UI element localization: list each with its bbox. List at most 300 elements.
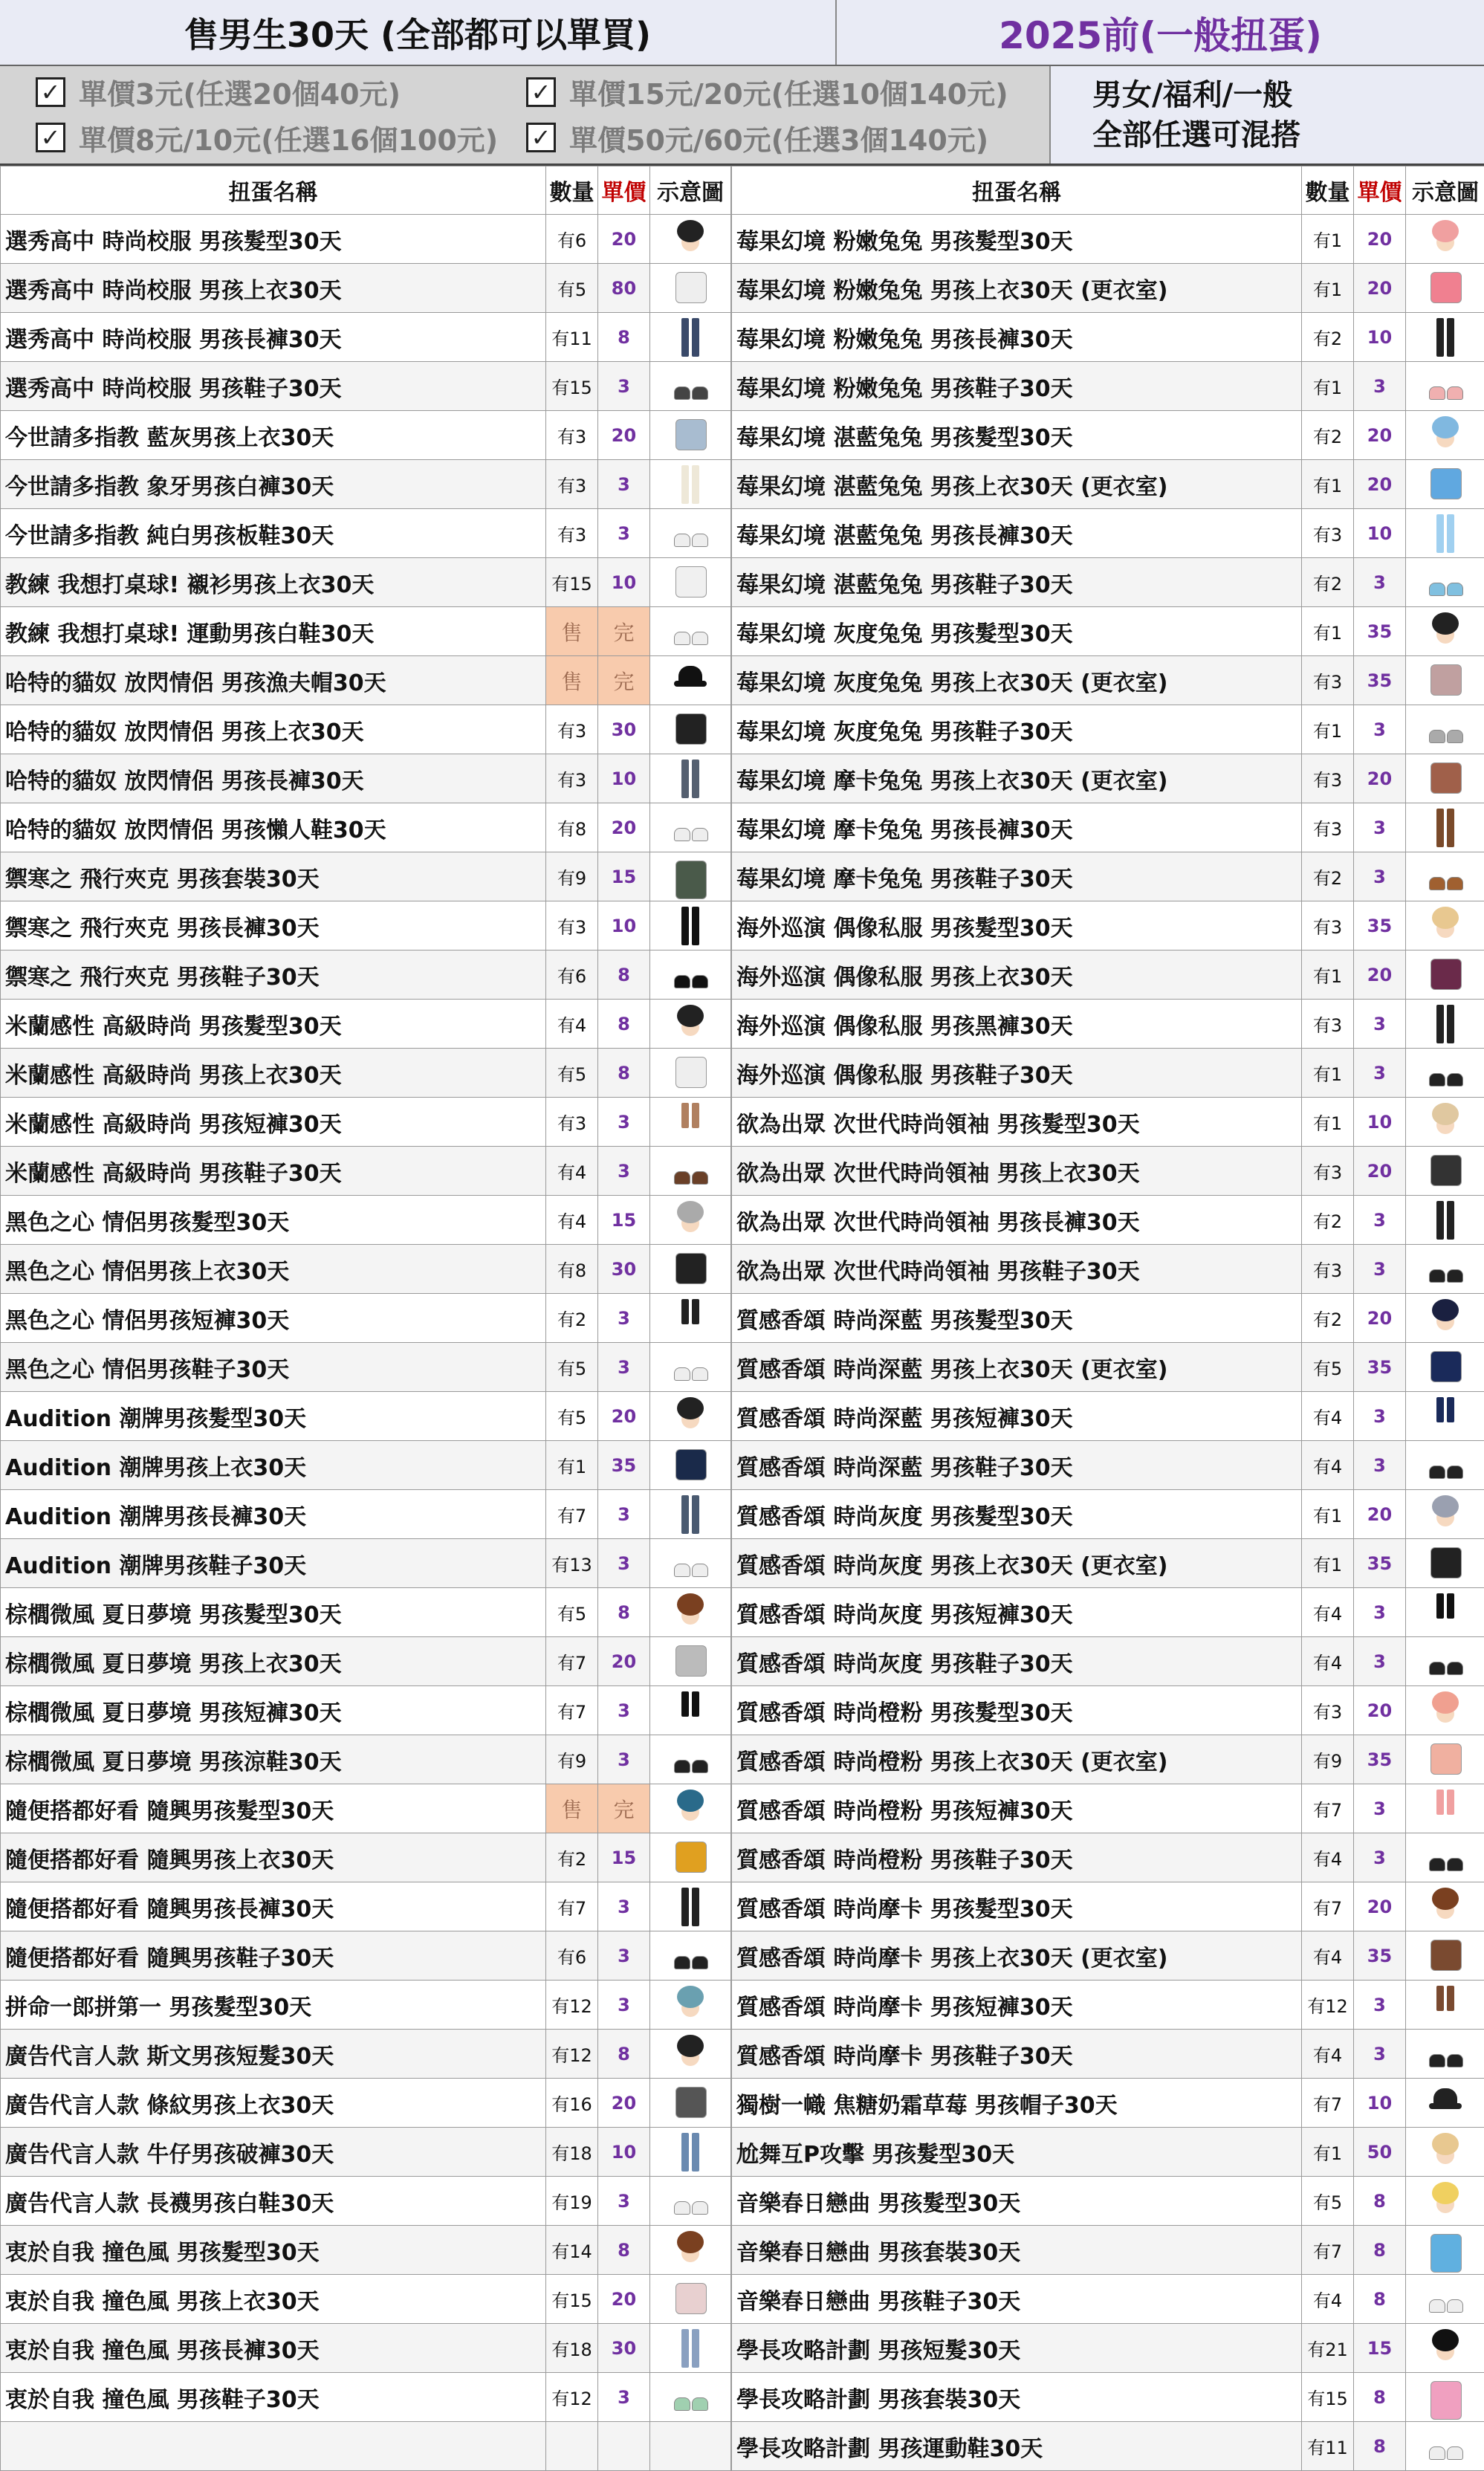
- shirt-icon: [670, 1836, 711, 1880]
- item-name: 禦寒之 飛行夾克 男孩套裝30天: [1, 852, 546, 901]
- sheet-title: 售男生30天 (全部都可以單買): [0, 0, 837, 65]
- item-price: 35: [1354, 1343, 1406, 1392]
- item-preview: [1406, 950, 1484, 1000]
- item-price: 3: [1354, 1784, 1406, 1833]
- empty-row: [1, 2422, 731, 2471]
- shoes-icon: [1425, 707, 1466, 752]
- item-price: 8: [598, 313, 650, 362]
- table-row: [1, 411, 731, 460]
- table-row: [1, 2324, 731, 2373]
- item-quantity: 有4: [1302, 2275, 1354, 2324]
- sold-out-label: 完: [598, 656, 650, 705]
- shoes-icon: [670, 609, 711, 654]
- item-preview: [1406, 1245, 1484, 1294]
- item-quantity: 有4: [546, 1196, 598, 1245]
- item-quantity: 有4: [1302, 2030, 1354, 2079]
- mix-note-line2: 全部任選可混搭: [1092, 115, 1484, 155]
- item-name: 衷於自我 撞色風 男孩鞋子30天: [1, 2373, 546, 2422]
- shoes-icon: [1425, 1639, 1466, 1684]
- empty-cell: [546, 2422, 598, 2471]
- item-price: 3: [598, 1882, 650, 1931]
- item-name: 質感香頌 時尚深藍 男孩短褲30天: [732, 1392, 1302, 1441]
- item-price: 3: [1354, 705, 1406, 754]
- table-row: [1, 2128, 731, 2177]
- table-row: [732, 2079, 1484, 2128]
- table-row: [1, 1245, 731, 1294]
- item-preview: [650, 362, 731, 411]
- shoes-icon: [1425, 1051, 1466, 1095]
- item-price: 35: [598, 1441, 650, 1490]
- item-preview: [1406, 2128, 1484, 2177]
- item-name: Audition 潮牌男孩上衣30天: [1, 1441, 546, 1490]
- item-preview: [1406, 362, 1484, 411]
- item-price: 35: [1354, 1931, 1406, 1981]
- sold-out-label: 完: [598, 1784, 650, 1833]
- item-name: 黑色之心 情侶男孩短褲30天: [1, 1294, 546, 1343]
- item-preview: [1406, 1882, 1484, 1931]
- col-price-header: 單價: [598, 166, 650, 215]
- item-price: 15: [598, 852, 650, 901]
- item-price: 35: [1354, 1735, 1406, 1784]
- item-quantity: 有1: [546, 1441, 598, 1490]
- table-row: [1, 1343, 731, 1392]
- shoes-icon: [670, 364, 711, 409]
- item-preview: [650, 1392, 731, 1441]
- item-price: 3: [1354, 362, 1406, 411]
- item-quantity: 有7: [1302, 2226, 1354, 2275]
- item-price: 30: [598, 1245, 650, 1294]
- item-preview: [1406, 509, 1484, 558]
- item-quantity: 有11: [1302, 2422, 1354, 2471]
- table-row: [732, 656, 1484, 705]
- item-preview: [1406, 1931, 1484, 1981]
- table-row: [1, 1147, 731, 1196]
- item-preview: [650, 1588, 731, 1637]
- item-quantity: 有5: [546, 1588, 598, 1637]
- item-price: 8: [598, 950, 650, 1000]
- shorts-icon: [670, 1100, 711, 1144]
- item-name: 學長攻略計劃 男孩短髮30天: [732, 2324, 1302, 2373]
- item-quantity: 有7: [546, 1637, 598, 1686]
- table-row: [732, 1245, 1484, 1294]
- shirt-icon: [1425, 1541, 1466, 1586]
- table-row: [732, 1735, 1484, 1784]
- table-row: [1, 852, 731, 901]
- item-price: 20: [598, 2275, 650, 2324]
- item-name: 質感香頌 時尚深藍 男孩上衣30天 (更衣室): [732, 1343, 1302, 1392]
- shoes-icon: [1425, 560, 1466, 605]
- table-row: [1, 1981, 731, 2030]
- item-quantity: 有21: [1302, 2324, 1354, 2373]
- item-preview: [650, 2079, 731, 2128]
- item-preview: [1406, 2275, 1484, 2324]
- item-preview: [1406, 558, 1484, 607]
- item-preview: [650, 1735, 731, 1784]
- item-preview: [1406, 1588, 1484, 1637]
- item-price: 3: [1354, 1833, 1406, 1882]
- item-quantity: 有7: [546, 1490, 598, 1539]
- shirt-icon: [670, 2081, 711, 2125]
- table-row: [732, 1882, 1484, 1931]
- item-name: 質感香頌 時尚灰度 男孩鞋子30天: [732, 1637, 1302, 1686]
- table-row: [1, 656, 731, 705]
- item-price: 3: [598, 2177, 650, 2226]
- table-row: [1, 1490, 731, 1539]
- item-preview: [650, 1343, 731, 1392]
- item-price: 30: [598, 705, 650, 754]
- item-preview: [1406, 1392, 1484, 1441]
- checkbox-icon: ✓: [36, 77, 65, 107]
- item-preview: [650, 1441, 731, 1490]
- table-row: [1, 1637, 731, 1686]
- table-row: [1, 2226, 731, 2275]
- table-row: [732, 1098, 1484, 1147]
- item-price: 8: [1354, 2226, 1406, 2275]
- item-preview: [650, 1882, 731, 1931]
- item-name: 選秀高中 時尚校服 男孩長褲30天: [1, 313, 546, 362]
- left-table: [0, 166, 731, 2471]
- item-quantity: 有9: [546, 852, 598, 901]
- item-price: 3: [1354, 1196, 1406, 1245]
- item-preview: [650, 656, 731, 705]
- table-row: [732, 1539, 1484, 1588]
- item-preview: [650, 313, 731, 362]
- table-row: [1, 1784, 731, 1833]
- outfit-icon: [1425, 2228, 1466, 2273]
- item-quantity: 有5: [1302, 1343, 1354, 1392]
- tables: [0, 166, 1484, 2471]
- item-price: 20: [1354, 264, 1406, 313]
- shirt-icon: [670, 1051, 711, 1095]
- shirt-icon: [670, 1443, 711, 1488]
- price-rule-text: 單價50元/60元(任選3個140元): [569, 117, 988, 158]
- pants-icon: [1425, 315, 1466, 360]
- table-row: [732, 1049, 1484, 1098]
- shoes-icon: [670, 1149, 711, 1194]
- item-name: 隨便搭都好看 隨興男孩上衣30天: [1, 1833, 546, 1882]
- item-quantity: 有11: [546, 313, 598, 362]
- item-quantity: 有8: [546, 1245, 598, 1294]
- hair-icon: [1425, 2179, 1466, 2224]
- hair-icon: [670, 2032, 711, 2076]
- table-row: [732, 2422, 1484, 2471]
- item-quantity: 有7: [1302, 2079, 1354, 2128]
- col-pic-header: 示意圖: [1406, 166, 1484, 215]
- price-rules: [0, 66, 1484, 166]
- item-price: 10: [598, 558, 650, 607]
- item-preview: [650, 1294, 731, 1343]
- table-row: [732, 1196, 1484, 1245]
- item-name: Audition 潮牌男孩鞋子30天: [1, 1539, 546, 1588]
- pants-icon: [1425, 1002, 1466, 1046]
- item-quantity: 有15: [546, 558, 598, 607]
- item-name: 莓果幻境 粉嫩兔兔 男孩上衣30天 (更衣室): [732, 264, 1302, 313]
- item-name: 黑色之心 情侶男孩髮型30天: [1, 1196, 546, 1245]
- item-quantity: 有2: [1302, 1294, 1354, 1343]
- item-price: 3: [1354, 803, 1406, 852]
- item-quantity: 有1: [1302, 362, 1354, 411]
- item-quantity: 有2: [546, 1294, 598, 1343]
- header-bar: [0, 0, 1484, 66]
- item-preview: [650, 558, 731, 607]
- pants-icon: [670, 1885, 711, 1929]
- shoes-icon: [1425, 364, 1466, 409]
- item-quantity: 有5: [546, 1392, 598, 1441]
- item-name: 質感香頌 時尚橙粉 男孩髮型30天: [732, 1686, 1302, 1735]
- item-preview: [650, 950, 731, 1000]
- item-quantity: 有18: [546, 2324, 598, 2373]
- table-row: [732, 411, 1484, 460]
- item-name: 廣告代言人款 長襪男孩白鞋30天: [1, 2177, 546, 2226]
- item-quantity: 有3: [546, 509, 598, 558]
- checkbox-icon: ✓: [526, 77, 556, 107]
- item-price: 8: [598, 1049, 650, 1098]
- table-row: [732, 950, 1484, 1000]
- shoes-icon: [1425, 1247, 1466, 1292]
- hair-icon: [1425, 2326, 1466, 2371]
- shirt-icon: [1425, 757, 1466, 801]
- sold-out-label: 售: [546, 607, 598, 656]
- shirt-icon: [1425, 1738, 1466, 1782]
- item-price: 3: [1354, 2030, 1406, 2079]
- item-name: 黑色之心 情侶男孩上衣30天: [1, 1245, 546, 1294]
- item-quantity: 有13: [546, 1539, 598, 1588]
- item-price: 3: [598, 1981, 650, 2030]
- item-preview: [650, 2226, 731, 2275]
- item-name: 質感香頌 時尚深藍 男孩髮型30天: [732, 1294, 1302, 1343]
- item-quantity: 有5: [1302, 2177, 1354, 2226]
- item-preview: [650, 803, 731, 852]
- period-title: 2025前(一般扭蛋): [837, 0, 1484, 65]
- item-price: 35: [1354, 607, 1406, 656]
- table-row: [732, 1294, 1484, 1343]
- item-preview: [1406, 215, 1484, 264]
- item-quantity: 有9: [546, 1735, 598, 1784]
- table-row: [732, 1588, 1484, 1637]
- table-row: [732, 1784, 1484, 1833]
- item-quantity: 有2: [546, 1833, 598, 1882]
- shoes-icon: [1425, 2424, 1466, 2469]
- table-row: [1, 1294, 731, 1343]
- item-name: 米蘭感性 高級時尚 男孩髮型30天: [1, 1000, 546, 1049]
- col-pic-header: 示意圖: [650, 166, 731, 215]
- shorts-icon: [1425, 1983, 1466, 2027]
- item-name: 拼命一郎拼第一 男孩髮型30天: [1, 1981, 546, 2030]
- table-row: [1, 1931, 731, 1981]
- item-price: 10: [1354, 509, 1406, 558]
- item-quantity: 有3: [546, 411, 598, 460]
- table-row: [732, 362, 1484, 411]
- item-name: 哈特的貓奴 放閃情侶 男孩上衣30天: [1, 705, 546, 754]
- table-row: [732, 2177, 1484, 2226]
- col-name-header: 扭蛋名稱: [1, 166, 546, 215]
- item-name: 莓果幻境 粉嫩兔兔 男孩髮型30天: [732, 215, 1302, 264]
- item-name: 欲為出眾 次世代時尚領袖 男孩上衣30天: [732, 1147, 1302, 1196]
- shirt-icon: [670, 2277, 711, 2322]
- empty-cell: [1, 2422, 546, 2471]
- shoes-icon: [670, 1345, 711, 1390]
- table-row: [732, 607, 1484, 656]
- item-quantity: 有3: [546, 754, 598, 803]
- item-price: 3: [598, 509, 650, 558]
- item-quantity: 有7: [546, 1882, 598, 1931]
- table-row: [732, 2030, 1484, 2079]
- item-price: 80: [598, 264, 650, 313]
- item-preview: [650, 264, 731, 313]
- checkbox-icon: ✓: [36, 123, 65, 152]
- hair-icon: [1425, 217, 1466, 262]
- shirt-icon: [670, 266, 711, 311]
- col-name-header: 扭蛋名稱: [732, 166, 1302, 215]
- hair-icon: [670, 1394, 711, 1439]
- hair-icon: [670, 2228, 711, 2273]
- hair-icon: [1425, 1296, 1466, 1341]
- item-name: 衷於自我 撞色風 男孩髮型30天: [1, 2226, 546, 2275]
- shorts-icon: [670, 1688, 711, 1733]
- item-price: 15: [598, 1833, 650, 1882]
- item-price: 3: [598, 1294, 650, 1343]
- mix-note-line1: 男女/福利/一般: [1092, 75, 1484, 115]
- item-quantity: 有1: [1302, 264, 1354, 313]
- item-quantity: 有7: [1302, 1784, 1354, 1833]
- item-price: 20: [1354, 1294, 1406, 1343]
- item-name: 質感香頌 時尚摩卡 男孩上衣30天 (更衣室): [732, 1931, 1302, 1981]
- item-quantity: 有6: [546, 950, 598, 1000]
- item-quantity: 有4: [1302, 1392, 1354, 1441]
- item-name: 音樂春日戀曲 男孩鞋子30天: [732, 2275, 1302, 2324]
- table-row: [1, 264, 731, 313]
- item-name: 欲為出眾 次世代時尚領袖 男孩鞋子30天: [732, 1245, 1302, 1294]
- table-row: [732, 754, 1484, 803]
- shoes-icon: [670, 953, 711, 997]
- table-row: [1, 901, 731, 950]
- item-preview: [650, 215, 731, 264]
- pants-icon: [670, 2130, 711, 2174]
- table-row: [1, 1833, 731, 1882]
- table-row: [732, 1637, 1484, 1686]
- item-name: 米蘭感性 高級時尚 男孩鞋子30天: [1, 1147, 546, 1196]
- item-preview: [1406, 1686, 1484, 1735]
- pants-icon: [1425, 806, 1466, 850]
- item-preview: [650, 1049, 731, 1098]
- item-quantity: 有3: [1302, 803, 1354, 852]
- right-table: [731, 166, 1484, 2471]
- item-price: 15: [1354, 2324, 1406, 2373]
- price-rule: [526, 115, 1076, 161]
- item-quantity: 有12: [546, 2373, 598, 2422]
- item-quantity: 有4: [1302, 1637, 1354, 1686]
- item-quantity: 有1: [1302, 705, 1354, 754]
- shirt-icon: [1425, 1345, 1466, 1390]
- table-row: [1, 1441, 731, 1490]
- item-name: 今世請多指教 藍灰男孩上衣30天: [1, 411, 546, 460]
- item-preview: [1406, 2079, 1484, 2128]
- item-quantity: 有19: [546, 2177, 598, 2226]
- table-row: [1, 950, 731, 1000]
- item-name: 莓果幻境 摩卡兔兔 男孩上衣30天 (更衣室): [732, 754, 1302, 803]
- shorts-icon: [670, 1296, 711, 1341]
- item-price: 35: [1354, 656, 1406, 705]
- item-name: 質感香頌 時尚灰度 男孩髮型30天: [732, 1490, 1302, 1539]
- item-preview: [650, 1981, 731, 2030]
- item-quantity: 有3: [1302, 901, 1354, 950]
- item-preview: [650, 1539, 731, 1588]
- table-row: [1, 362, 731, 411]
- item-name: 莓果幻境 湛藍兔兔 男孩上衣30天 (更衣室): [732, 460, 1302, 509]
- item-name: Audition 潮牌男孩髮型30天: [1, 1392, 546, 1441]
- item-quantity: 有1: [1302, 607, 1354, 656]
- item-preview: [1406, 1784, 1484, 1833]
- item-preview: [650, 460, 731, 509]
- empty-cell: [650, 2422, 731, 2471]
- item-price: 3: [598, 1931, 650, 1981]
- item-price: 3: [1354, 852, 1406, 901]
- item-preview: [1406, 2177, 1484, 2226]
- item-preview: [1406, 656, 1484, 705]
- item-price: 20: [1354, 1882, 1406, 1931]
- item-quantity: 有1: [1302, 1539, 1354, 1588]
- table-row: [1, 1539, 731, 1588]
- item-preview: [650, 1931, 731, 1981]
- item-name: 禦寒之 飛行夾克 男孩長褲30天: [1, 901, 546, 950]
- item-name: 棕櫚微風 夏日夢境 男孩上衣30天: [1, 1637, 546, 1686]
- item-name: 質感香頌 時尚摩卡 男孩髮型30天: [732, 1882, 1302, 1931]
- item-name: 莓果幻境 粉嫩兔兔 男孩鞋子30天: [732, 362, 1302, 411]
- item-price: 3: [1354, 1049, 1406, 1098]
- item-quantity: 有5: [546, 1049, 598, 1098]
- item-quantity: 有3: [1302, 1000, 1354, 1049]
- mix-note: [1051, 66, 1484, 163]
- item-price: 10: [598, 754, 650, 803]
- shirt-icon: [670, 707, 711, 752]
- item-preview: [1406, 852, 1484, 901]
- item-preview: [650, 607, 731, 656]
- item-preview: [1406, 803, 1484, 852]
- table-row: [732, 901, 1484, 950]
- item-name: 莓果幻境 摩卡兔兔 男孩長褲30天: [732, 803, 1302, 852]
- table-row: [1, 607, 731, 656]
- item-preview: [1406, 1049, 1484, 1098]
- table-row: [732, 1686, 1484, 1735]
- item-price: 3: [1354, 558, 1406, 607]
- item-price: 10: [598, 901, 650, 950]
- price-rule: [526, 69, 1076, 115]
- item-quantity: 有2: [1302, 411, 1354, 460]
- hair-icon: [1425, 1492, 1466, 1537]
- item-quantity: 有14: [546, 2226, 598, 2275]
- item-price: 20: [1354, 411, 1406, 460]
- item-quantity: 有7: [1302, 1882, 1354, 1931]
- table-row: [732, 2324, 1484, 2373]
- item-name: 米蘭感性 高級時尚 男孩短褲30天: [1, 1098, 546, 1147]
- table-row: [1, 1392, 731, 1441]
- item-price: 8: [1354, 2373, 1406, 2422]
- pants-icon: [1425, 511, 1466, 556]
- item-preview: [1406, 1294, 1484, 1343]
- shirt-icon: [1425, 953, 1466, 997]
- item-quantity: 有2: [1302, 1196, 1354, 1245]
- table-row: [732, 1392, 1484, 1441]
- table-row: [1, 1588, 731, 1637]
- table-row: [1, 1049, 731, 1098]
- price-rule: [36, 115, 526, 161]
- item-name: 禦寒之 飛行夾克 男孩鞋子30天: [1, 950, 546, 1000]
- item-quantity: 有1: [1302, 1049, 1354, 1098]
- item-name: 選秀高中 時尚校服 男孩上衣30天: [1, 264, 546, 313]
- outfit-icon: [670, 855, 711, 899]
- sold-out-label: 完: [598, 607, 650, 656]
- table-row: [732, 705, 1484, 754]
